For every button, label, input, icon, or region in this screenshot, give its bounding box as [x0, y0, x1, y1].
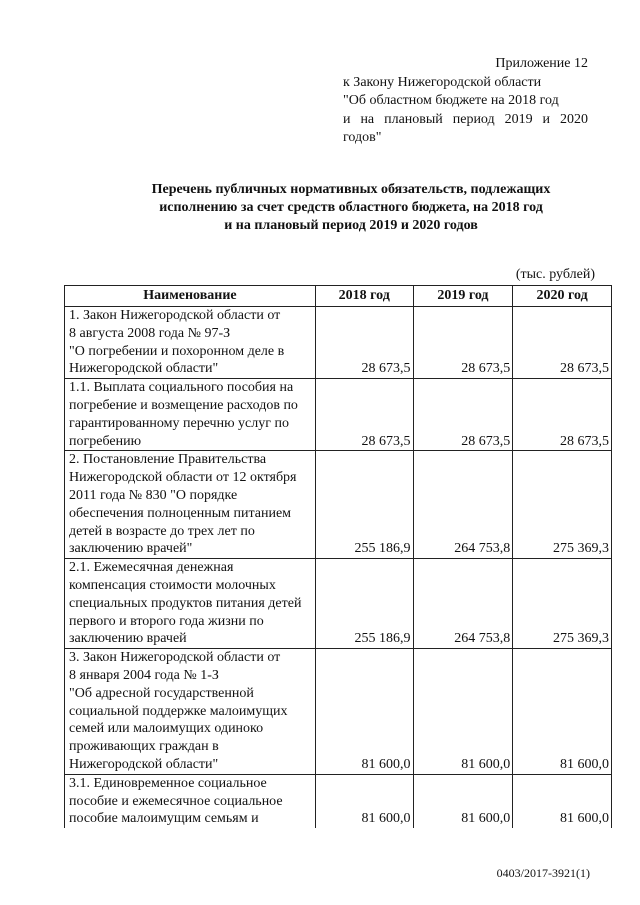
- obligations-table: [64, 285, 612, 828]
- appendix-line: годов": [343, 130, 382, 145]
- value-2019: 28 673,5: [413, 379, 513, 451]
- appendix-number: Приложение 12: [495, 56, 588, 71]
- row-name-line: Нижегородской области": [69, 756, 219, 772]
- row-name-line: гарантированному перечню услуг по: [69, 415, 289, 431]
- row-name-line: социальной поддержке малоимущих: [69, 703, 288, 719]
- row-name-line: погребение и возмещение расходов по: [69, 397, 298, 413]
- value-2020: 275 369,3: [513, 559, 612, 649]
- row-name: [65, 774, 316, 828]
- row-name-line: специальных продуктов питания детей: [69, 595, 302, 611]
- value-2020: 28 673,5: [513, 307, 612, 379]
- title-line: Перечень публичных нормативных обязательств, подлежащих: [151, 182, 551, 197]
- value-2019: 81 600,0: [413, 649, 513, 775]
- value-2018: 255 186,9: [315, 451, 413, 559]
- appendix-line: "Об областном бюджете на 2018 год: [343, 93, 559, 108]
- value-2020: 28 673,5: [513, 379, 612, 451]
- appendix-line: к Закону Нижегородской области: [343, 74, 542, 90]
- row-name-line: пособие малоимущим семьям и: [69, 811, 259, 827]
- row-name-line: 3.1. Единовременное социальное: [69, 775, 267, 791]
- table-row: [65, 307, 612, 379]
- row-name: [65, 559, 316, 649]
- row-name-line: проживающих граждан в: [69, 739, 219, 755]
- value-2018: 255 186,9: [315, 559, 413, 649]
- row-name: [65, 649, 316, 775]
- table-row: [65, 774, 612, 828]
- units-label: (тыс. рублей): [515, 267, 595, 282]
- value-2019: 28 673,5: [413, 307, 513, 379]
- value-2018: 28 673,5: [315, 379, 413, 451]
- row-name-line: семей или малоимущих одиноко: [69, 721, 264, 737]
- row-name: [65, 379, 316, 451]
- row-name-line: 8 августа 2008 года № 97-З: [69, 325, 231, 341]
- table-row: [65, 649, 612, 775]
- value-2018: 81 600,0: [315, 774, 413, 828]
- header-2019: 2019 год: [413, 286, 513, 307]
- row-name-line: 2. Постановление Правительства: [69, 452, 267, 468]
- value-2018: 28 673,5: [315, 307, 413, 379]
- table-body: [65, 307, 612, 829]
- row-name-line: первого и второго года жизни по: [69, 613, 264, 629]
- table-row: [65, 379, 612, 451]
- document-number: 0403/2017-3921(1): [496, 866, 590, 880]
- row-name-line: заключению врачей: [69, 631, 187, 647]
- row-name-line: "Об адресной государственной: [69, 685, 254, 701]
- row-name-line: обеспечения полноценным питанием: [69, 505, 292, 521]
- appendix-line: и на плановый период 2019 и 2020: [343, 111, 588, 127]
- row-name-line: "О погребении и похоронном деле в: [69, 343, 285, 359]
- row-name: [65, 307, 316, 379]
- value-2020: 81 600,0: [513, 649, 612, 775]
- row-name-line: компенсация стоимости молочных: [69, 577, 276, 593]
- row-name-line: Нижегородской области от 12 октября: [69, 470, 297, 486]
- row-name-line: детей в возрасте до трех лет по: [69, 523, 255, 539]
- row-name-line: Нижегородской области": [69, 361, 219, 377]
- row-name-line: погребению: [69, 433, 142, 449]
- row-name-line: 2.1. Ежемесячная денежная: [69, 560, 234, 576]
- header-name: Наименование: [65, 286, 316, 307]
- row-name: [65, 451, 316, 559]
- value-2020: 81 600,0: [513, 774, 612, 828]
- appendix-block: [343, 55, 588, 148]
- title-line: исполнению за счет средств областного бюджета, на 2018 год: [159, 200, 543, 215]
- row-name-line: пособие и ежемесячное социальное: [69, 793, 283, 809]
- value-2018: 81 600,0: [315, 649, 413, 775]
- row-name-line: 1. Закон Нижегородской области от: [69, 308, 281, 323]
- row-name-line: 1.1. Выплата социального пособия на: [69, 380, 294, 396]
- table-row: [65, 559, 612, 649]
- row-name-line: заключению врачей": [69, 541, 193, 557]
- header-2018: 2018 год: [315, 286, 413, 307]
- value-2020: 275 369,3: [513, 451, 612, 559]
- title-line: и на плановый период 2019 и 2020 годов: [224, 218, 478, 233]
- document-title: [60, 181, 640, 235]
- value-2019: 264 753,8: [413, 451, 513, 559]
- value-2019: 264 753,8: [413, 559, 513, 649]
- row-name-line: 2011 года № 830 "О порядке: [69, 487, 238, 503]
- row-name-line: 8 января 2004 года № 1-З: [69, 667, 219, 683]
- value-2019: 81 600,0: [413, 774, 513, 828]
- table-row: [65, 451, 612, 559]
- header-2020: 2020 год: [513, 286, 612, 307]
- row-name-line: 3. Закон Нижегородской области от: [69, 650, 281, 666]
- table-header-row: [65, 286, 612, 307]
